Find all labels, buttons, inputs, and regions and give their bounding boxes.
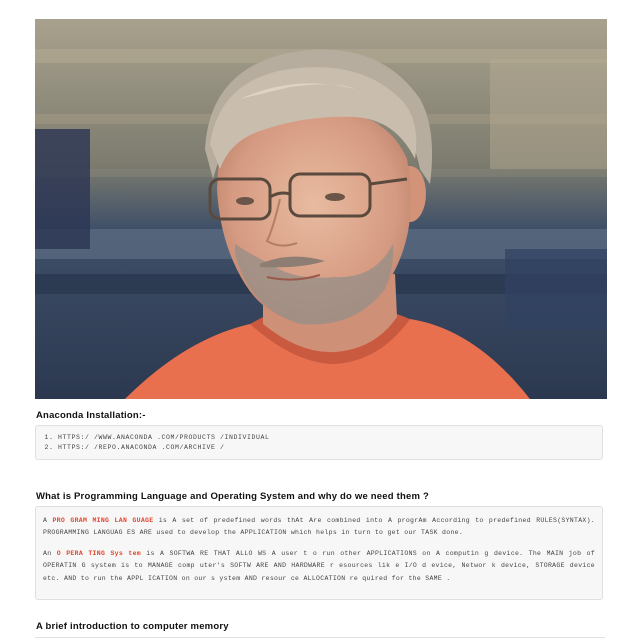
installation-links-list — [44, 433, 594, 453]
installation-link-individual[interactable]: 1. HTTPS:/ /WWW.ANACONDA .COM/PRODUCTS /INDIVIDUAL — [58, 433, 594, 443]
portrait-photo — [35, 19, 607, 399]
operating-system-term: O PERA TING Sys tem — [56, 549, 141, 557]
programming-language-definition: is A set of predefined words thAt Are combined into A progrAm According to predefined RULES(SYNTAX). PROGRAMMING LANGUAG ES ARE used to develop the APPLICATION which helps in turn to get our TASK done. — [43, 517, 595, 537]
paragraph-prefix: A — [43, 517, 53, 524]
paragraph-prefix: An — [43, 549, 57, 557]
programming-language-os-box — [35, 506, 603, 600]
installation-link-archive[interactable]: 2. HTTPS:/ /REPO.ANACONDA .COM/ARCHIVE / — [58, 443, 594, 453]
operating-system-definition: is A SOFTWA RE THAT ALLO WS A user t o run other APPLICATIONS on A computin g device. The MAIN job of OPERATIN G system is to MANAGE comp uter's SOFTW ARE AND HARDWARE r esources lik e I/O d evice, Networ k device, STORAGE device etc. AND to run the APPL ICATION on our s ystem AND resour ce ALLOCATION re quired for the SAME . — [43, 549, 596, 582]
installation-links-box — [35, 425, 603, 460]
anaconda-installation-heading: Anaconda Installation:- — [36, 410, 146, 421]
programming-language-term: PRO GRAM MING LAN GUAGE — [52, 517, 154, 524]
programming-language-paragraph — [43, 515, 595, 540]
programming-language-os-heading: What is Programming Language and Operating System and why do we need them ? — [36, 491, 429, 502]
section-divider — [35, 637, 605, 638]
operating-system-paragraph — [43, 548, 595, 585]
computer-memory-heading: A brief introduction to computer memory — [36, 621, 229, 632]
